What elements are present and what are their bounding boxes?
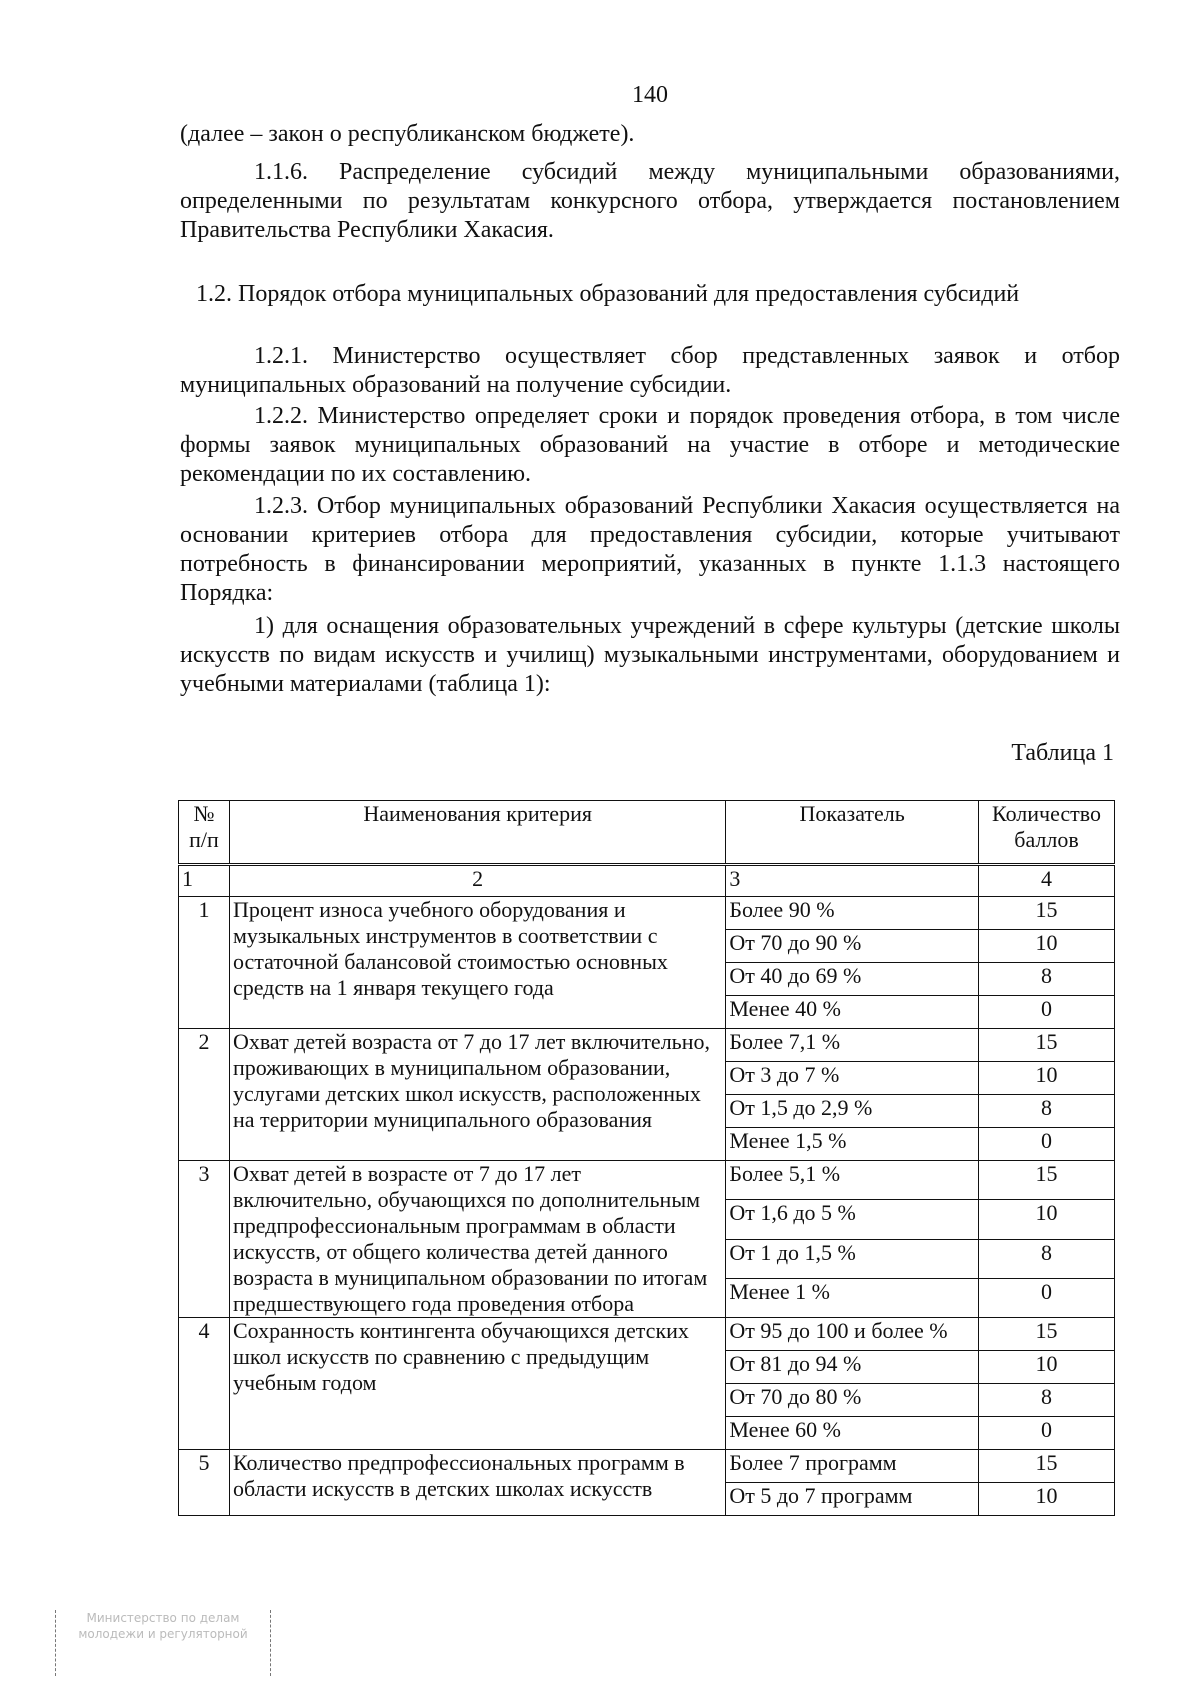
table-column-number-row: [179, 865, 1115, 897]
table-row: [179, 1161, 1115, 1200]
header-cell-criterion: Наименования критерия: [229, 801, 725, 865]
criterion-number-cell: 4: [179, 1318, 230, 1450]
indicator-cell: Более 5,1 %: [726, 1161, 979, 1200]
indicator-cell: От 40 до 69 %: [726, 963, 979, 996]
points-cell: 10: [979, 1200, 1115, 1239]
points-cell: 0: [979, 1417, 1115, 1450]
indicator-cell: Более 90 %: [726, 897, 979, 930]
criterion-name-cell: Сохранность контингента обучающихся детских школ искусств по сравнению с предыдущим учебным годом: [229, 1318, 725, 1450]
criterion-name-cell: Процент износа учебного оборудования и музыкальных инструментов в соответствии с остаточной балансовой стоимостью основных средств на 1 января текущего года: [229, 897, 725, 1029]
points-cell: 10: [979, 1351, 1115, 1384]
indicator-cell: От 1,5 до 2,9 %: [726, 1095, 979, 1128]
paragraph-1-1-6: 1.1.6. Распределение субсидий между муниципальными образованиями, определенными по результатам конкурсного отбора, утверждается постановлением Правительства Республики Хакасия.: [180, 159, 1120, 243]
indicator-cell: От 81 до 94 %: [726, 1351, 979, 1384]
page-number: 140: [632, 82, 668, 108]
indicator-cell: Более 7,1 %: [726, 1029, 979, 1062]
header-cell-points: Количество баллов: [979, 801, 1115, 865]
table-header-row: [179, 801, 1115, 865]
points-cell: 8: [979, 1384, 1115, 1417]
points-cell: 10: [979, 930, 1115, 963]
stamp-line: молодежи и регуляторной: [78, 1627, 248, 1641]
indicator-cell: Менее 1,5 %: [726, 1128, 979, 1161]
points-cell: 15: [979, 1450, 1115, 1483]
criterion-number-cell: 2: [179, 1029, 230, 1161]
points-cell: 0: [979, 1128, 1115, 1161]
indicator-cell: От 70 до 80 %: [726, 1384, 979, 1417]
indicator-cell: От 1 до 1,5 %: [726, 1239, 979, 1278]
indicator-cell: От 5 до 7 программ: [726, 1483, 979, 1516]
indicator-cell: Более 7 программ: [726, 1450, 979, 1483]
points-cell: 15: [979, 1318, 1115, 1351]
points-cell: 15: [979, 1029, 1115, 1062]
indicator-cell: Менее 40 %: [726, 996, 979, 1029]
table-row: [179, 1029, 1115, 1062]
indicator-cell: От 1,6 до 5 %: [726, 1200, 979, 1239]
points-cell: 15: [979, 897, 1115, 930]
table-row: [179, 1450, 1115, 1483]
indicator-cell: Менее 1 %: [726, 1278, 979, 1317]
points-cell: 10: [979, 1062, 1115, 1095]
column-number-cell: 3: [726, 865, 979, 897]
indicator-cell: Менее 60 %: [726, 1417, 979, 1450]
indicator-cell: От 95 до 100 и более %: [726, 1318, 979, 1351]
header-cell-indicator: Показатель: [726, 801, 979, 865]
paragraph-1-2-2: 1.2.2. Министерство определяет сроки и порядок проведения отбора, в том числе формы заявок муниципальных образований на участие в отборе и методические рекомендации по их составлению.: [180, 403, 1120, 487]
points-cell: 8: [979, 1239, 1115, 1278]
stamp-line: Министерство по делам: [86, 1611, 240, 1625]
criterion-number-cell: 5: [179, 1450, 230, 1516]
criterion-number-cell: 1: [179, 897, 230, 1029]
table-row: [179, 897, 1115, 930]
indicator-cell: От 70 до 90 %: [726, 930, 979, 963]
column-number-cell: 1: [179, 865, 230, 897]
ministry-stamp: [55, 1610, 271, 1676]
points-cell: 15: [979, 1161, 1115, 1200]
paragraph-item-1: 1) для оснащения образовательных учреждений в сфере культуры (детские школы искусств по видам искусств и училищ) музыкальными инструментами, оборудованием и учебными материалами (таблица 1):: [180, 613, 1120, 697]
column-number-cell: 2: [229, 865, 725, 897]
points-cell: 8: [979, 1095, 1115, 1128]
indicator-cell: От 3 до 7 %: [726, 1062, 979, 1095]
table-row: [179, 1318, 1115, 1351]
paragraph-continuation: (далее – закон о республиканском бюджете).: [180, 121, 635, 147]
header-cell-number: № п/п: [179, 801, 230, 865]
table-caption: Таблица 1: [1011, 740, 1114, 766]
paragraph-1-2-3: 1.2.3. Отбор муниципальных образований Республики Хакасия осуществляется на основании критериев отбора для предоставления субсидии, которые учитывают потребность в финансировании мероприятий, указанных в пункте 1.1.3 настоящего Порядка:: [180, 493, 1120, 606]
criterion-name-cell: Охват детей в возрасте от 7 до 17 лет включительно, обучающихся по дополнительным предпрофессиональным программам в области искусств, от общего количества детей данного возраста в муниципальном образовании по итогам предшествующего года проведения отбора: [229, 1161, 725, 1318]
points-cell: 10: [979, 1483, 1115, 1516]
points-cell: 0: [979, 1278, 1115, 1317]
criterion-name-cell: Количество предпрофессиональных программ в области искусств в детских школах искусств: [229, 1450, 725, 1516]
criteria-table: [178, 800, 1115, 1516]
points-cell: 8: [979, 963, 1115, 996]
points-cell: 0: [979, 996, 1115, 1029]
column-number-cell: 4: [979, 865, 1115, 897]
paragraph-1-2-1: 1.2.1. Министерство осуществляет сбор представленных заявок и отбор муниципальных образований на получение субсидии.: [180, 343, 1120, 398]
section-heading-1-2: 1.2. Порядок отбора муниципальных образований для предоставления субсидий: [196, 281, 1020, 307]
criterion-number-cell: 3: [179, 1161, 230, 1318]
criterion-name-cell: Охват детей возраста от 7 до 17 лет включительно, проживающих в муниципальном образовании, услугами детских школ искусств, расположенных на территории муниципального образования: [229, 1029, 725, 1161]
